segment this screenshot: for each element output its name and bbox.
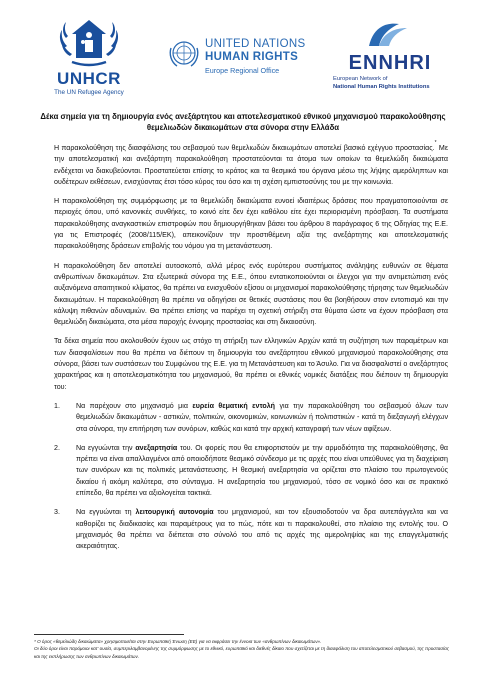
un-line3: Europe Regional Office xyxy=(205,66,280,75)
points-list xyxy=(54,401,448,553)
footnote-divider xyxy=(34,634,184,635)
footnote-line-2: Οι δύο όροι είναι παρόμοιοι κατ' ουσία, συμπεριλαμβανομένης της συμμόρφωσης με το εθνικό, ευρωπαϊκό και διεθνές δίκαιο που σχετίζεται με τη διασφάλιση του αποτελεσματικού σεβασμού, της προστασίας και της εκπλήρωσης των ανθρωπίνων δικαιωμάτων. xyxy=(34,646,449,659)
un-human-rights-logo xyxy=(167,36,317,96)
list-item xyxy=(54,507,448,552)
point-bold: ευρεία θεματική εντολή xyxy=(192,401,276,410)
point-bold: ανεξαρτησία xyxy=(135,443,178,452)
un-line1: UNITED NATIONS xyxy=(205,38,306,50)
unhcr-logo xyxy=(44,8,134,100)
point-post: για την παρακολούθηση του σεβασμού όλων των θεμελιωδών δικαιωμάτων - αστικών, πολιτικών, οικονομικών, κοινωνικών ή πολιτιστικών - κατά τη διεξαγωγή ελέγχων στα σύνορα, την επιτήρηση των συνόρων, καθώς και κατά την αρχική καταγραφή των νέων αφίξεων. xyxy=(76,401,448,433)
document-title: Δέκα σημεία για τη δημιουργία ενός ανεξάρτητου και αποτελεσματικού εθνικού μηχανισμού παρακολούθησης θεμελιωδών δικαιωμάτων στα σύνορα στην Ελλάδα xyxy=(40,112,446,132)
footnote-line-1: * Ο όρος «θεμελιώδη δικαιώματα» χρησιμοποιείται στην Ευρωπαϊκή Ένωση (ΕΕ) για να εκφράσει την έννοια των «ανθρωπίνων δικαιωμάτων». xyxy=(34,639,322,644)
list-item xyxy=(54,401,448,435)
footnote-marker: * xyxy=(434,140,437,146)
point-post: του μηχανισμού, και τον εξουσιοδοτούν να δρα αυτεπάγγελτα και να καθορίζει τις διαδικασίες και παραμέτρους για το πώς, πότε και τι παρακολουθεί, στο πλαίσιο της εντολής του. Ο μηχανισμός θα πρέπει να διέπεται στο σύνολό του από τις αρχές της αμεροληψίας και της επαγγελματικής ακεραιότητας. xyxy=(76,508,448,551)
document-body xyxy=(54,140,449,561)
un-line2: HUMAN RIGHTS xyxy=(205,51,299,63)
point-number: 1. xyxy=(54,401,60,410)
ennhri-emblem-icon xyxy=(365,20,411,50)
list-item xyxy=(54,443,448,499)
paragraph-1-text-a: Η παρακολούθηση της διασφάλισης του σεβασμού των θεμελιωδών δικαιωμάτων αποτελεί βασικό εχέγγυο προστασίας. xyxy=(54,144,435,152)
unhcr-emblem-icon xyxy=(58,8,120,68)
point-bold: λειτουργική αυτονομία xyxy=(135,508,214,517)
ennhri-name: ENNHRI xyxy=(348,52,432,74)
point-number: 2. xyxy=(54,443,60,452)
paragraph-1 xyxy=(54,140,449,188)
point-number: 3. xyxy=(54,508,60,517)
ennhri-subtitle-2: National Human Rights Institutions xyxy=(333,84,430,90)
ennhri-subtitle-1: European Network of xyxy=(333,76,388,82)
paragraph-4: Τα δέκα σημεία που ακολουθούν έχουν ως στόχο τη στήριξη των ελληνικών Αρχών κατά τη συζήτηση των παραμέτρων και των διασφαλίσεων που θα πρέπει να διέπουν τη δημιουργία του ανεξάρτητου εθνικού μηχανισμού παρακολούθησης στα σύνορα, βάσει των συστάσεων του Συμφώνου της Ε.Ε. για τη Μετανάστευση και το Άσυλο. Για να διασφαλιστεί ο ανεξάρτητος χαρακτήρας και η αποτελεσματικότητα του μηχανισμού, θα πρέπει οι εθνικές νομικές διατάξεις που διέπουν τη δημιουργία του: xyxy=(54,337,448,391)
point-pre: Να παρέχουν στο μηχανισμό μια xyxy=(76,401,193,410)
ennhri-logo xyxy=(325,20,455,100)
point-post: του. Οι φορείς που θα επιφορτιστούν με την αρμοδιότητα της παρακολούθησης, θα πρέπει να είναι απαλλαγμένοι από οποιοδήποτε θεσμικό σύνδεσμο με τις αρχές που είναι υπεύθυνες για τη διαχείριση των συνόρων και τις πολιτικές μετανάστευσης. Η θεσμική ανεξαρτησία να ορίζεται στο πλαίσιο του πρωτογενούς δικαίου ή ακόμη καλύτερα, στο σύνταγμα. Η ανεξαρτησία του μηχανισμού, τόσο σε νομικό όσο και σε πρακτικό επίπεδο, θα πρέπει να αξιολογείται τακτικά. xyxy=(76,443,448,498)
un-emblem-icon xyxy=(167,36,201,70)
footnote xyxy=(34,638,454,660)
paragraph-1-text-b: Με την αποτελεσματική και ανεξάρτητη παρακολούθηση προστατεύονται τα άτομα των οποίων τα θεμελιώδη δικαιώματα ενδέχεται να διακυβεύονται. Προστατεύεται επίσης το κράτος και τα θεσμικά του όργανα μέσω της λήψης αμερόληπτων και ουδέτερων εκθέσεων, ενισχύοντας έτσι τόσο κύρος του όσο και τη σχέση εμπιστοσύνης του με την κοινωνία. xyxy=(54,144,449,186)
unhcr-name: UNHCR xyxy=(57,69,121,88)
point-pre: Να εγγυώνται τη xyxy=(76,508,136,517)
point-pre: Να εγγυώνται την xyxy=(76,443,136,452)
paragraph-3: Η παρακολούθηση δεν αποτελεί αυτοσκοπό, αλλά μέρος ενός ευρύτερου συστήματος ανάληψης ευθυνών σε θέματα ανθρωπίνων δικαιωμάτων. Στα εξωτερικά σύνορα της Ε.Ε., όπου εντατικοποιούνται οι έλεγχοι για την αντιμετώπιση ενός αυξανόμενα απαιτητικού κλίματος, θα πρέπει να ενισχυθούν εξίσου οι μηχανισμοί παρακολούθησης τήρησης των θεμελιωδών δικαιωμάτων. Η παρακολούθηση θα πρέπει να οδηγήσει σε θετικές συστάσεις που θα βοηθήσουν στον εντοπισμό και την κάλυψη πιθανών αδυναμιών. Θα πρέπει επίσης να παρέχει τη σχετική στήριξη στα θύματα ώστε να έχουν πρόσβαση στα θεμελιώδη δικαιώματα, στα μέσα παροχής έννομης προστασίας και στη δικαιοσύνη. xyxy=(54,261,448,327)
unhcr-subtitle: The UN Refugee Agency xyxy=(54,89,124,96)
paragraph-2: Η παρακολούθηση της συμμόρφωσης με τα θεμελιώδη δικαιώματα ευνοεί ιδιαιτέρως δράσεις που πραγματοποιούνται σε περιοχές όπου, υπό κανονικές συνθήκες, το κοινό είτε δεν έχει καθόλου είτε έχει περιορισμένη πρόσβαση. Τα συστήματα παρακολούθησης αναγκαστικών επιστροφών που δημιουργήθηκαν βάσει του άρθρου 8 παράγραφος 6 της Οδηγίας της Ε.Ε. για τις Επιστροφές (2008/115/ΕΚ), απεικονίζουν την προστιθέμενη αξία της ανεξάρτητης και αποτελεσματικής παρακολούθησης δράσεων επιβολής του νόμου για τη μετανάστευση. xyxy=(54,197,448,251)
